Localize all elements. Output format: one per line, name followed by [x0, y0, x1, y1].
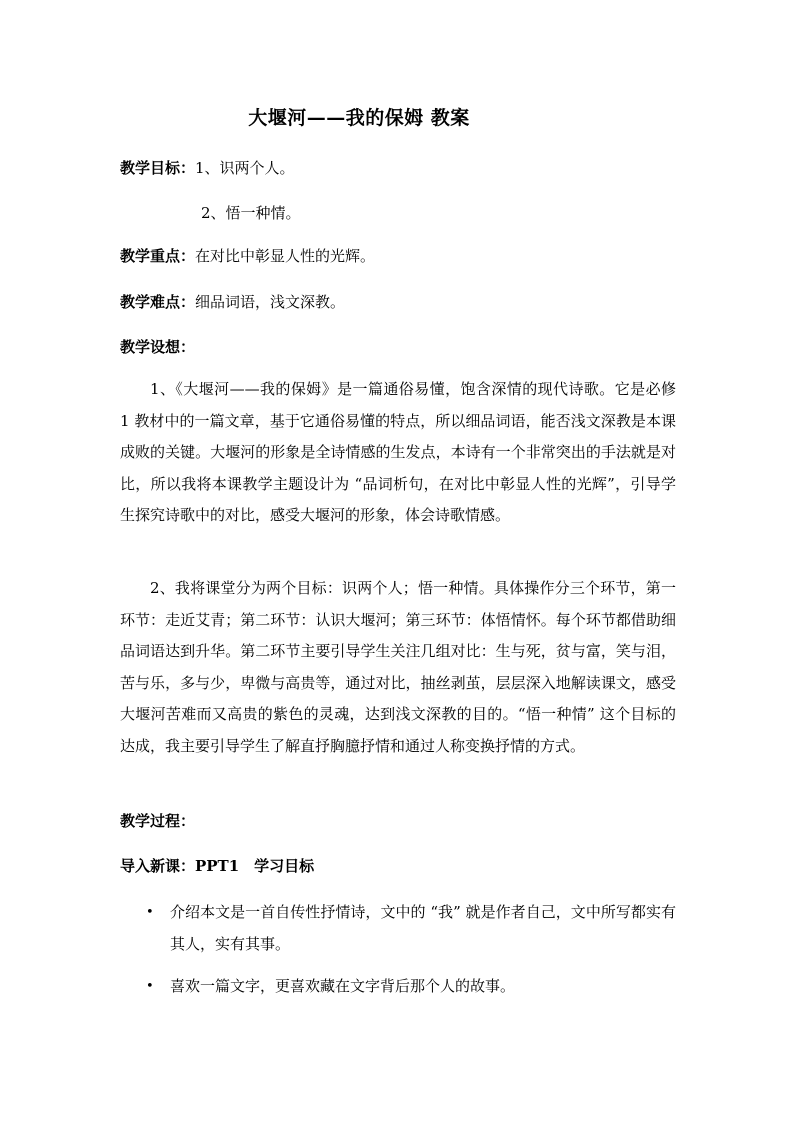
- list-item: [120, 971, 676, 1003]
- difficulty-text: 细品词语，浅文深教。: [195, 293, 346, 311]
- objective-item-1: 1、识两个人。: [195, 159, 295, 177]
- design-paragraph-2: 2、我将课堂分为两个目标：识两个人；悟一种情。具体操作分三个环节，第一环节：走近艾青；第二环节：认识大堰河；第三环节：体悟情怀。每个环节都借助细品词语达到升华。第二环节主要引导学生关注几组对比：生与死，贫与富，笑与泪，苦与乐，多与少，卑微与高贵等，通过对比，抽丝剥茧，层层深入地解读课文，感受大堰河苦难而又高贵的紫色的灵魂，达到浅文深教的目的。“悟一种情” 这个目标的达成，我主要引导学生了解直抒胸臆抒情和通过人称变换抒情的方式。: [120, 579, 676, 755]
- bullet-icon: •: [146, 979, 154, 994]
- objective-item-2: 2、悟一种情。: [201, 204, 301, 222]
- key-point-label: 教学重点：: [120, 247, 196, 265]
- process-label: 教学过程：: [120, 812, 196, 830]
- document-title: 大堰河——我的保姆 教案: [248, 107, 470, 129]
- difficulty-label: 教学难点：: [120, 293, 196, 311]
- design-paragraph-1: 1、《大堰河——我的保姆》是一篇通俗易懂，饱含深情的现代诗歌。它是必修 1 教材中的一篇文章，基于它通俗易懂的特点，所以细品词语，能否浅文深教是本课成败的关键。大堰河的形象是全诗情感的生发点，本诗有一个非常突出的手法就是对比，所以我将本课教学主题设计为 “品词析句，在对比中彰显人性的光辉”，引导学生探究诗歌中的对比，感受大堰河的形象，体会诗歌情感。: [120, 380, 676, 524]
- list-item: [120, 897, 676, 960]
- design-label: 教学设想：: [120, 338, 196, 356]
- key-point-text: 在对比中彰显人性的光辉。: [195, 247, 376, 265]
- bullet-icon: •: [146, 905, 154, 920]
- difficulty-line: [120, 290, 345, 314]
- list-item-text: 喜欢一篇文字，更喜欢藏在文字背后那个人的故事。: [170, 977, 516, 995]
- objectives-line: [120, 156, 295, 180]
- intro-label: 导入新课：PPT1 学习目标: [120, 857, 315, 875]
- objectives-label: 教学目标：: [120, 159, 196, 177]
- key-point-line: [120, 244, 375, 268]
- list-item-text: 介绍本文是一首自传性抒情诗，文中的 “我” 就是作者自己，文中所写都实有其人，实有其事。: [170, 903, 676, 953]
